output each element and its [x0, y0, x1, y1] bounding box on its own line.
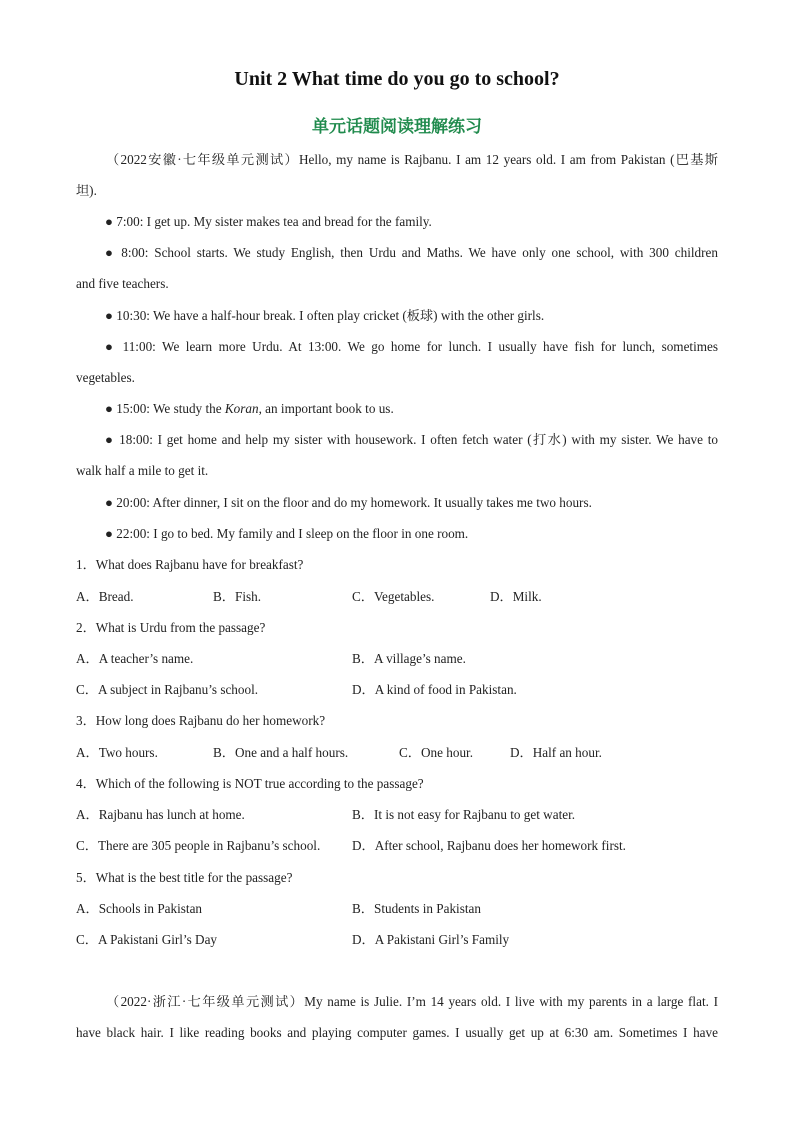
question-3: 3．How long does Rajbanu do her homework? — [76, 713, 326, 728]
page-title: Unit 2 What time do you go to school? — [234, 68, 560, 90]
q2-option-d[interactable]: D．A kind of food in Pakistan. — [352, 682, 517, 697]
koran-emphasis: Koran — [224, 401, 259, 416]
passage1-bullet-0800-line1: ● 8:00: School starts. We study English, then Urdu and Maths. We have only one school, with 300 children — [105, 245, 718, 260]
passage1-bullet-2000: ● 20:00: After dinner, I sit on the floor and do my homework. It usually takes me two hours. — [105, 495, 592, 510]
passage2-line2: have black hair. I like reading books and playing computer games. I usually get up at 6:30 am. Sometimes I have — [76, 1025, 718, 1040]
q3-option-d[interactable]: D．Half an hour. — [510, 745, 602, 760]
q5-option-c[interactable]: C．A Pakistani Girl’s Day — [76, 932, 218, 947]
q2-option-c[interactable]: C．A subject in Rajbanu’s school. — [76, 682, 259, 697]
q3-option-b[interactable]: B．One and a half hours. — [213, 745, 349, 760]
q5-option-b[interactable]: B．Students in Pakistan — [352, 901, 481, 916]
q1-option-a[interactable]: A．Bread. — [76, 589, 134, 604]
bullet-1500-text-post: , an important book to us. — [258, 401, 394, 416]
q5-option-a[interactable]: A．Schools in Pakistan — [76, 901, 203, 916]
q4-option-a[interactable]: A．Rajbanu has lunch at home. — [76, 807, 245, 822]
q2-option-a[interactable]: A．A teacher’s name. — [76, 651, 194, 666]
passage1-bullet-1100-line2: vegetables. — [76, 370, 135, 385]
passage1-bullet-2200: ● 22:00: I go to bed. My family and I sleep on the floor in one room. — [105, 526, 469, 541]
q4-option-c[interactable]: C．There are 305 people in Rajbanu’s school. — [76, 838, 321, 853]
q4-option-b[interactable]: B．It is not easy for Rajbanu to get water. — [352, 807, 576, 822]
bullet-1500-text-pre: ● 15:00: We study the — [105, 401, 225, 416]
q3-option-c[interactable]: C．One hour. — [399, 745, 473, 760]
passage1-intro-line2: 坦). — [76, 183, 97, 198]
question-1: 1．What does Rajbanu have for breakfast? — [76, 557, 304, 572]
q2-option-b[interactable]: B．A village’s name. — [352, 651, 466, 666]
q1-option-b[interactable]: B．Fish. — [213, 589, 262, 604]
q1-option-d[interactable]: D．Milk. — [490, 589, 542, 604]
passage1-bullet-1800-line2: walk half a mile to get it. — [76, 463, 209, 478]
page-subtitle: 单元话题阅读理解练习 — [312, 117, 482, 137]
question-2: 2．What is Urdu from the passage? — [76, 620, 266, 635]
question-4: 4．Which of the following is NOT true according to the passage? — [76, 776, 424, 791]
q4-option-d[interactable]: D．After school, Rajbanu does her homework first. — [352, 838, 626, 853]
passage1-bullet-1030: ● 10:30: We have a half-hour break. I often play cricket (板球) with the other girls. — [105, 308, 545, 323]
q1-option-c[interactable]: C．Vegetables. — [352, 589, 435, 604]
passage1-bullet-0800-line2: and five teachers. — [76, 276, 169, 291]
passage1-bullet-1500 — [76, 400, 718, 418]
passage1-bullet-1100-line1: ● 11:00: We learn more Urdu. At 13:00. We go home for lunch. I usually have fish for lunch, sometimes — [105, 339, 718, 354]
q3-option-a[interactable]: A．Two hours. — [76, 745, 158, 760]
passage1-bullet-1800-line1: ● 18:00: I get home and help my sister with housework. I often fetch water (打水) with my sister. We have to — [105, 432, 718, 447]
passage2-line1: （2022·浙江·七年级单元测试）My name is Julie. I’m 14 years old. I live with my parents in a large flat. I — [106, 994, 718, 1009]
passage1-bullet-0700: ● 7:00: I get up. My sister makes tea and bread for the family. — [105, 214, 432, 229]
q5-option-d[interactable]: D．A Pakistani Girl’s Family — [352, 932, 510, 947]
passage1-intro-line1: （2022安徽·七年级单元测试）Hello, my name is Rajbanu. I am 12 years old. I am from Pakistan (巴基斯 — [106, 152, 718, 167]
question-5: 5．What is the best title for the passage? — [76, 870, 293, 885]
